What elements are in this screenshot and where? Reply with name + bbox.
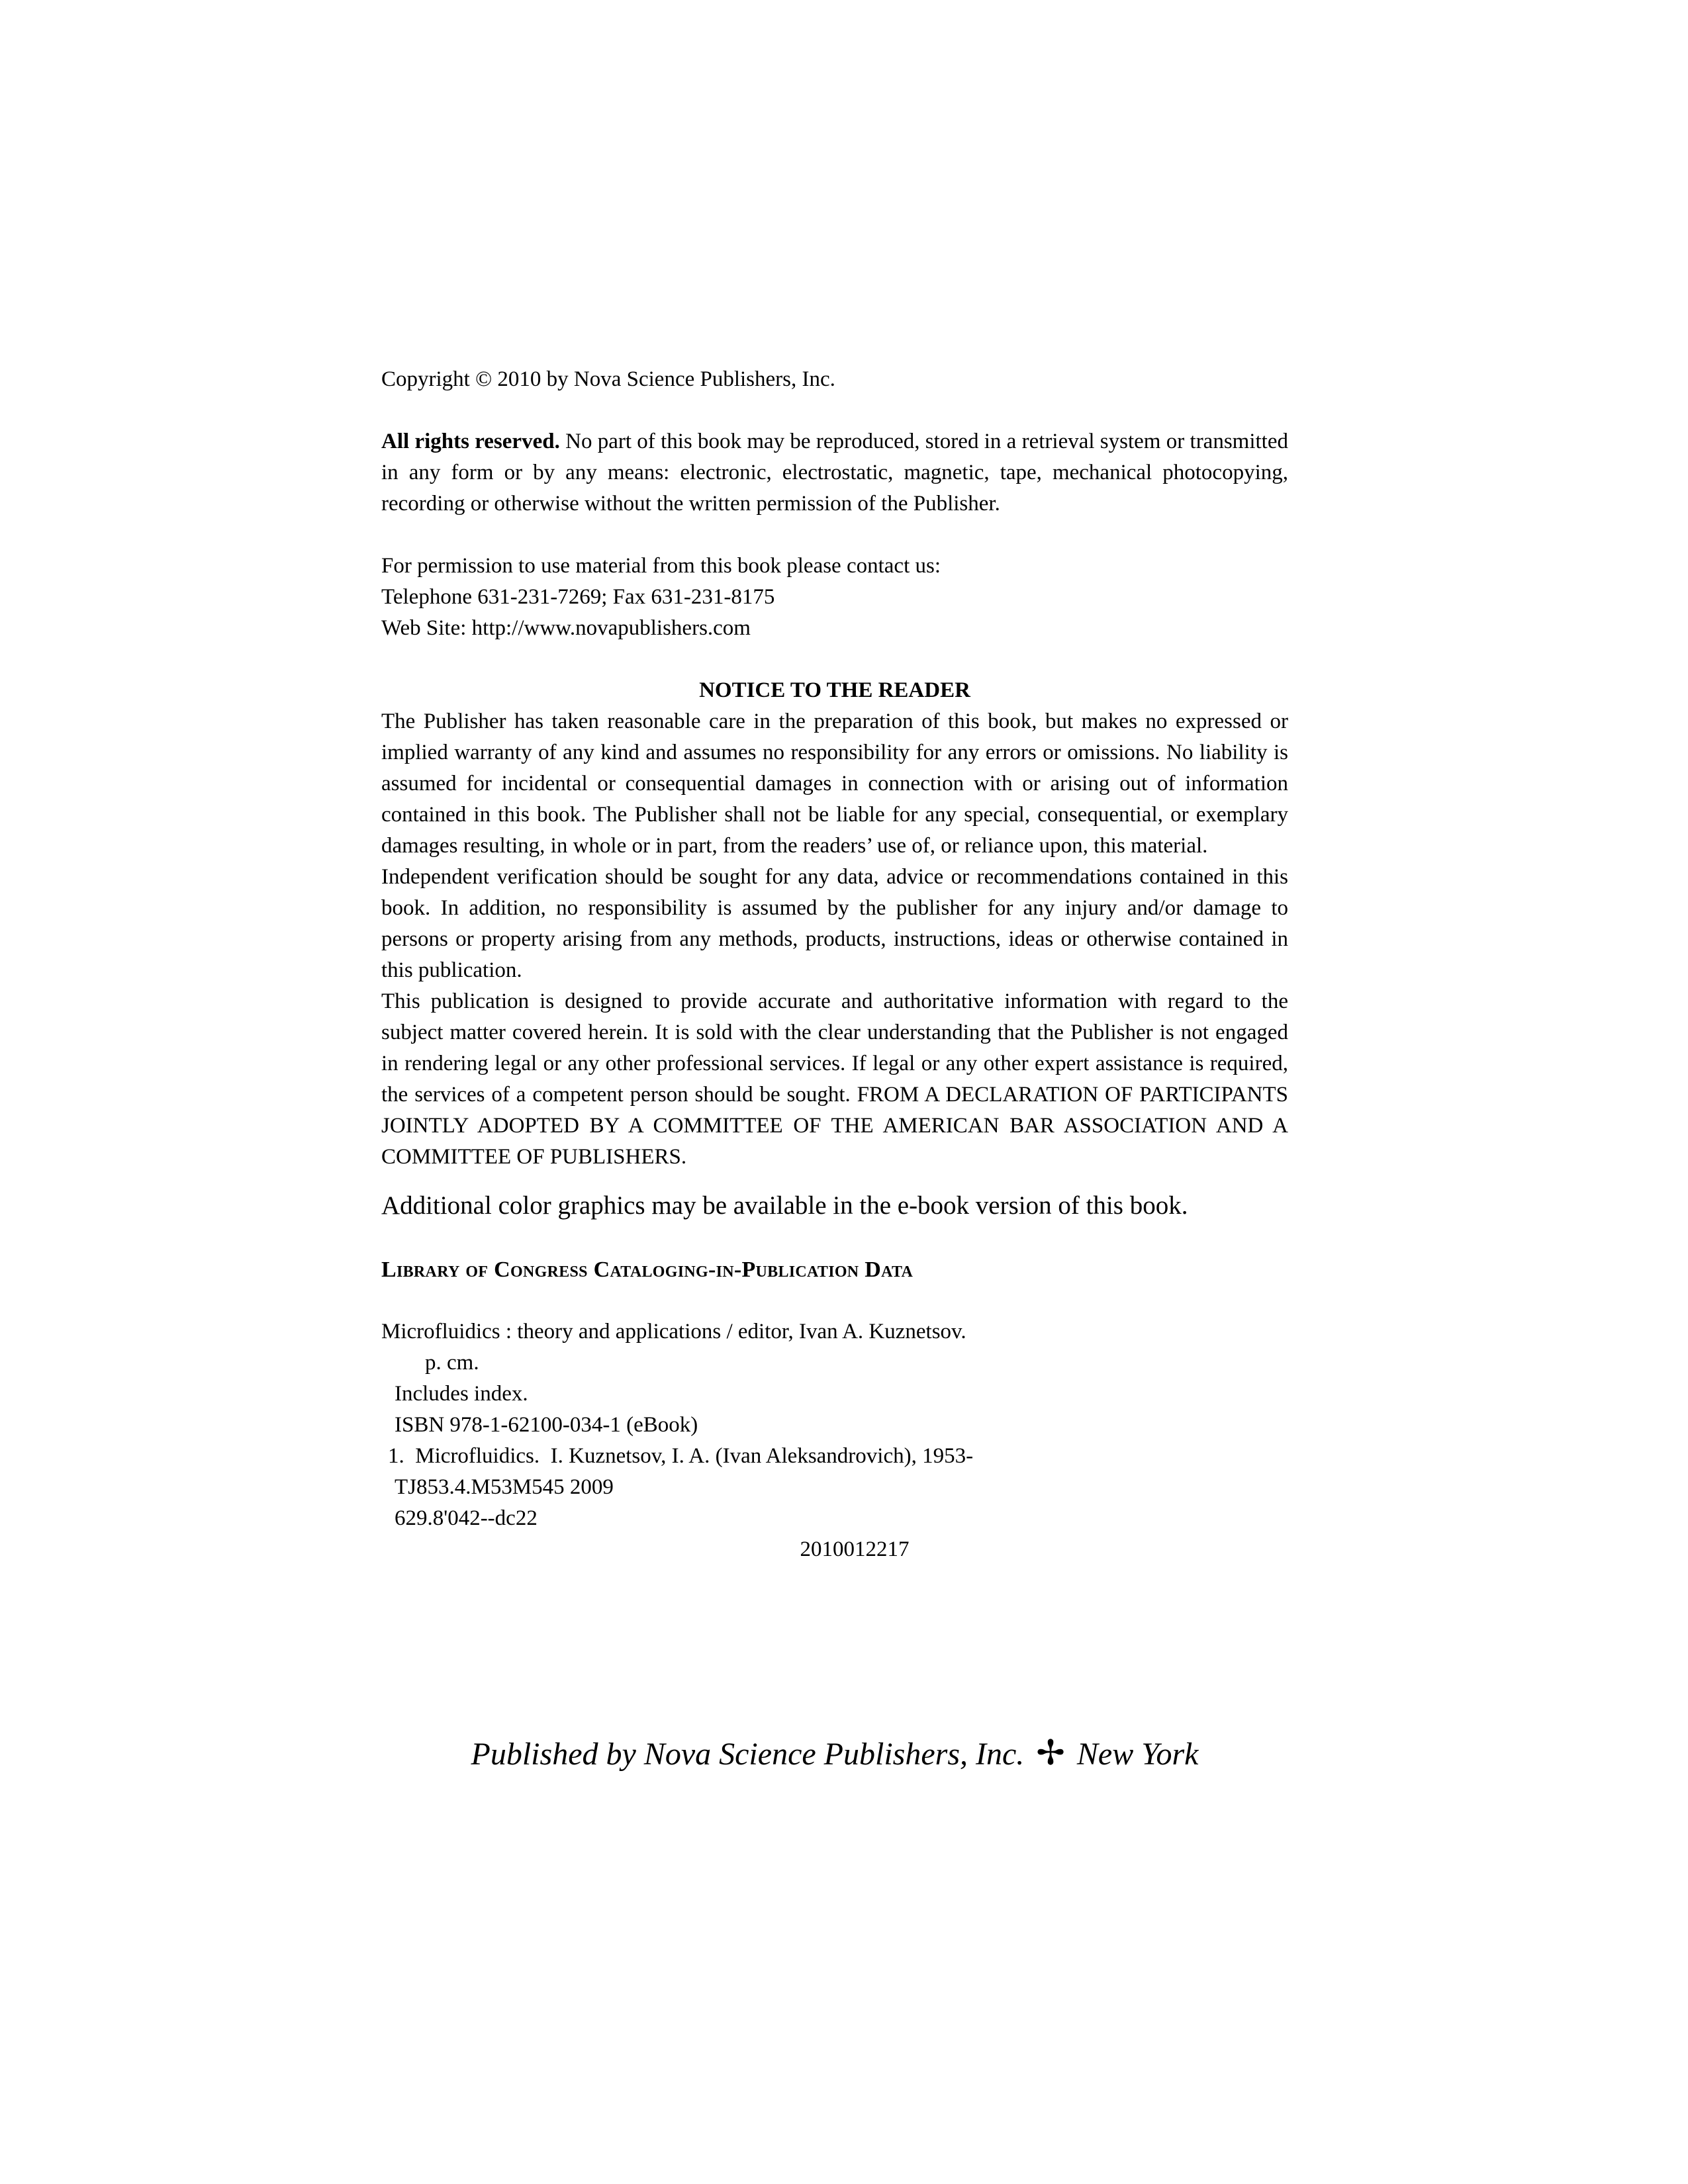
spacer xyxy=(381,1173,1288,1189)
notice-paragraph-1: The Publisher has taken reasonable care in the preparation of this book, but makes no expressed or implied warranty of any kind and assumes no responsibility for any errors or omissions. No liability is assumed for incidental or consequential damages in connection with or arising out of information contained in this book. The Publisher shall not be liable for any special, consequential, or exemplary damages resulting, in whole or in part, from the readers’ use of, or reliance upon, this material. xyxy=(381,709,1288,858)
publisher-footer-left: Published by Nova Science Publishers, Inc. xyxy=(471,1737,1025,1772)
cross-separator-icon: ✢ xyxy=(1036,1735,1065,1772)
spacer xyxy=(381,520,1288,551)
cip-index-line: Includes index. xyxy=(395,1382,528,1406)
spacer xyxy=(381,644,1288,675)
spacer xyxy=(381,1223,1288,1254)
cip-dewey-line: 629.8'042--dc22 xyxy=(395,1506,538,1530)
rights-text: No part of this book may be reproduced, stored in a retrieval system or transmitted in any form or by any means: electronic, electrostatic, magnetic, tape, mechanical photocopying, recording or otherwise without the written permission of the Publisher. xyxy=(381,430,1288,516)
cip-lccn: 2010012217 xyxy=(800,1537,910,1561)
cip-subject-line: 1. Microfluidics. I. Kuznetsov, I. A. (Ivan Aleksandrovich), 1953- xyxy=(388,1444,974,1468)
permission-contact-line: For permission to use material from this book please contact us: xyxy=(381,554,941,578)
copyright-line: Copyright © 2010 by Nova Science Publishers, Inc. xyxy=(381,367,835,391)
notice-paragraph-2: Independent verification should be sought for any data, advice or recommendations contained in this book. In addition, no responsibility is assumed by the publisher for any injury and/or damage to persons or property arising from any methods, products, instructions, ideas or otherwise contained in this publication. xyxy=(381,865,1288,982)
publisher-footer xyxy=(381,1734,1288,1774)
spacer xyxy=(381,1285,1288,1316)
loc-heading: Library of Congress Cataloging-in-Publication Data xyxy=(381,1257,914,1282)
notice-paragraph-3: This publication is designed to provide accurate and authoritative information with regard to the subject matter covered herein. It is sold with the clear understanding that the Publisher is not engaged in rendering legal or any other professional services. If legal or any other expert assistance is required, the services of a competent person should be sought. FROM A DECLARATION OF PARTICIPANTS JOINTLY ADOPTED BY A COMMITTEE OF THE AMERICAN BAR ASSOCIATION AND A COMMITTEE OF PUBLISHERS. xyxy=(381,989,1288,1169)
cip-pages-line: p. cm. xyxy=(425,1351,479,1375)
permission-phone-fax: Telephone 631-231-7269; Fax 631-231-8175 xyxy=(381,585,775,609)
permission-website: Web Site: http://www.novapublishers.com xyxy=(381,616,751,640)
cip-isbn-line: ISBN 978-1-62100-034-1 (eBook) xyxy=(395,1413,698,1437)
cip-classification-line: TJ853.4.M53M545 2009 xyxy=(395,1475,614,1499)
publisher-footer-right: New York xyxy=(1076,1737,1199,1772)
rights-bold-lead: All rights reserved. xyxy=(381,430,560,453)
cip-record xyxy=(381,1316,1288,1565)
rights-paragraph xyxy=(381,426,1288,520)
additional-graphics-note: Additional color graphics may be available in the e-book version of this book. xyxy=(381,1191,1188,1220)
spacer xyxy=(381,395,1288,426)
copyright-page xyxy=(381,364,1288,1565)
cip-title-line: Microfluidics : theory and applications / editor, Ivan A. Kuznetsov. xyxy=(381,1320,966,1343)
notice-title: NOTICE TO THE READER xyxy=(699,678,970,702)
